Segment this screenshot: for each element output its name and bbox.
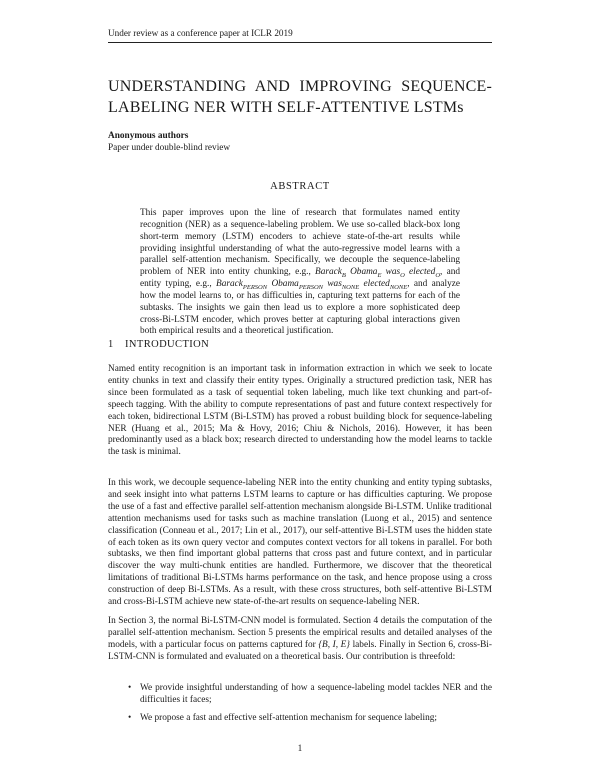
page-number: 1 (297, 744, 303, 754)
paper-title (108, 76, 492, 118)
author-block (108, 131, 230, 154)
abstract-body (140, 208, 460, 338)
abstract-text-3: , and analyze how the model learns to, or has difficulties in, capturing text patterns for each of the subtasks. The insights we gain then lead us to explore a more sophisticated deep cross-Bi-LSTM encoder, which proves better at capturing global interactions given both empirical results and a theoretical justification. (140, 279, 460, 337)
bullet: • (128, 712, 132, 723)
contribution-list (128, 683, 492, 731)
list-item: • We propose a fast and effective self-attention mechanism for sequence labeling; (128, 712, 437, 723)
chunking-example: Barack$_B$ Obama$_E$ was$_O$ elected$_O$ (315, 267, 441, 280)
intro-paragraph-1: Named entity recognition is an important task in information extraction in which we seek to locate entity chunks in text and classify their entity types. Originally a structured prediction task, NER has since been formulated as a task of sequential token labeling, much like text chunking and part-of-speech tagging. With the ability to compute representations of past and future context respectively for each token, bidirectional LSTM (Bi-LSTM) has proved a robust building block for sequence-labeling NER (Huang et al., 2015; Ma & Hovy, 2016; Chiu & Nichols, 2016). However, it has been predominantly used as a black box; research directed to understanding how the model learns to tackle the task is minimal. (108, 364, 492, 458)
typing-example: Barack$_{PERSON}$ Obama$_{PERSON}$ was$_{NONE}$ elected$_{NONE}$ (216, 279, 408, 291)
title-line-1: UNDERSTANDING AND IMPROVING SEQUENCE- (108, 78, 492, 95)
abstract-text-1: This paper improves upon the line of research that formulates named entity recognition (NER) as a sequence-labeling problem. We use so-called black-box long short-term memory (LSTM) encoders to achieve state-of-the-art results while providing insightful understanding of what the auto-regressive model learns with a parallel self-attention mechanism. Specifically, we decouple the sequence-labeling problem of NER into entity chunking, e.g., (140, 208, 460, 278)
intro-paragraph-3: In Section 3, the normal Bi-LSTM-CNN model is formulated. Section 4 details the computation of the parallel self-attention mechanism. Section 5 presents the empirical results and detailed analyses of the models, with a particular focus on patterns captured for {B, I, E} labels. Finally in Section 6, cross-Bi-LSTM-CNN is formulated and evaluated on a theoretical basis. Our contribution is threefold: (108, 616, 492, 662)
running-head: Under review as a conference paper at ICLR 2019 (108, 27, 492, 43)
section-title: INTRODUCTION (125, 339, 210, 350)
author-name: Anonymous authors (108, 131, 189, 141)
abstract-heading: ABSTRACT (270, 181, 330, 192)
intro-paragraph-2: In this work, we decouple sequence-labeling NER into the entity chunking and entity typing subtasks, and seek insight into what patterns LSTM learns to capture or has difficulties capturing. We propose the use of a fast and effective parallel self-attention mechanism alongside Bi-LSTM. Unlike traditional attention mechanisms used for tasks such as machine translation (Luong et al., 2015) and sentence classification (Conneau et al., 2017; Lin et al., 2017), our self-attentive Bi-LSTM uses the hidden state of each token as its own query vector and computes context vectors for all tokens in parallel. For both subtasks, we then find important global patterns that cross past and future context, and in particular discover the way multi-chunk entities are handled. Furthermore, we discover that the theoretical limitations of traditional Bi-LSTMs harms performance on the task, and hence propose using a cross construction of deep Bi-LSTMs. As a result, with these cross structures, both self-attentive Bi-LSTM and cross-Bi-LSTM achieve new state-of-the-art results on sequence-labeling NER. (108, 478, 492, 608)
review-note: Paper under double-blind review (108, 142, 231, 153)
abstract-text-2: , and entity typing, e.g., (140, 267, 460, 290)
section-heading-introduction (108, 339, 209, 350)
label-set: {B, I, E} (318, 639, 351, 650)
list-item: • We provide insightful understanding of how a sequence-labeling model tackles NER and the difficulties it faces; (128, 683, 492, 705)
bullet: • (128, 683, 132, 693)
section-number: 1 (108, 339, 114, 350)
title-line-2: LABELING NER WITH SELF-ATTENTIVE LSTMs (108, 99, 464, 116)
